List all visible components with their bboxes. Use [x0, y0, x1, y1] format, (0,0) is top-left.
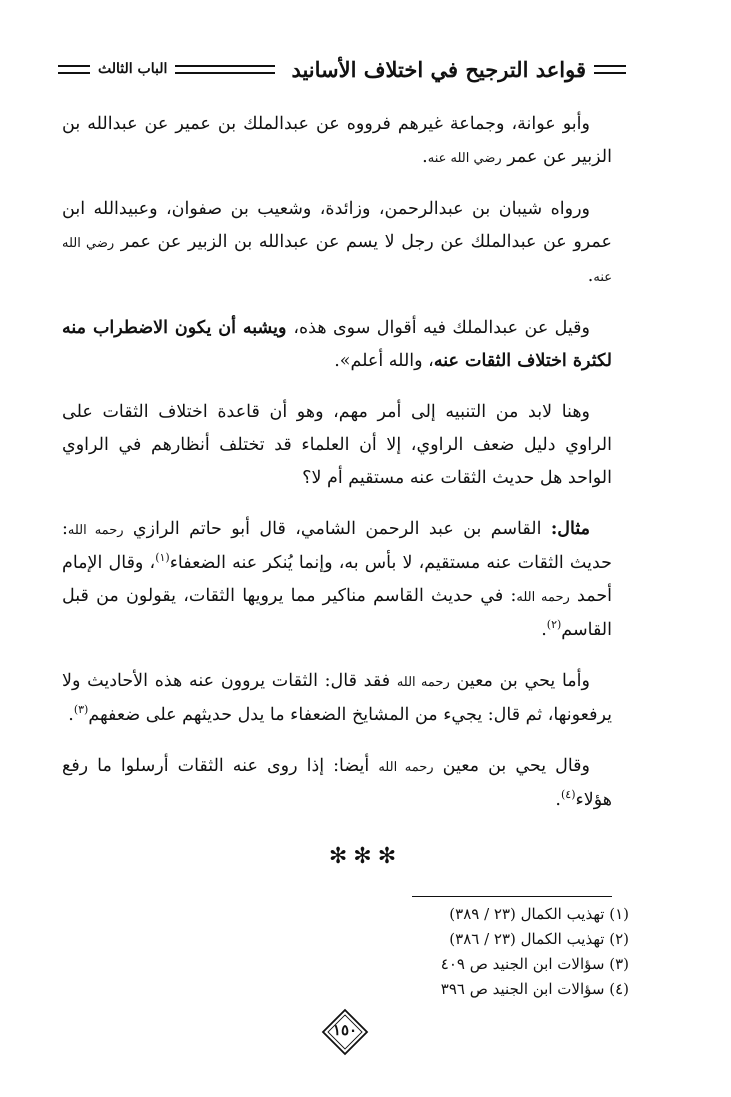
main-text [62, 108, 612, 835]
header-ornament-left [58, 65, 90, 74]
paragraph-7: وقال يحي بن معين رحمه الله أيضا: إذا روى عنه الثقات أرسلوا ما رفع هؤلاء$^{(٤)}$. [62, 756, 612, 810]
footnote-2: (٢) تهذيب الكمال (٢٣ / ٣٨٦) [449, 930, 629, 948]
footnote-ref[interactable]: (٣) [73, 703, 89, 717]
footnote-ref[interactable]: (١) [155, 551, 170, 565]
honorific-icon: رحمه الله [67, 523, 124, 538]
section-separator: ✻✻✻ [328, 844, 403, 869]
footnote-3: (٣) سؤالات ابن الجنيد ص ٤٠٩ [440, 955, 629, 973]
paragraph-1: وأبو عوانة، وجماعة غيرهم فرووه عن عبدالملك بن عمير عن عبدالله بن الزبير عن عمر رضي الله عنه. [62, 114, 612, 167]
footnotes [62, 902, 629, 1002]
page-number: ١٥٠ [332, 1021, 358, 1039]
footnote-rule [412, 896, 612, 897]
honorific-icon: رحمه الله [378, 760, 434, 775]
paragraph-4: وهنا لابد من التنبيه إلى أمر مهم، وهو أن قاعدة اختلاف الثقات على الراوي دليل ضعف الراوي، إلا أن العلماء قد تختلف أنظارهم في الراوي الواحد هل حديث الثقات عنه مستقيم أم لا؟ [62, 402, 612, 488]
page-number-badge [321, 1008, 369, 1056]
honorific-icon: رحمه الله [396, 675, 450, 690]
page-header [58, 52, 626, 86]
honorific-icon: رضي الله عنه [427, 151, 502, 166]
book-title: قواعد الترجيح في اختلاف الأسانيد [291, 56, 586, 82]
honorific-icon: رضي الله عنه [62, 236, 612, 285]
footnote-4: (٤) سؤالات ابن الجنيد ص ٣٩٦ [440, 980, 629, 998]
chapter-title: الباب الثالث [98, 61, 168, 77]
paragraph-5: مثال: القاسم بن عبد الرحمن الشامي، قال أبو حاتم الرازي رحمه الله: حديث الثقات عنه مستقيم، لا بأس به، وإنما يُنكر عنه الضعفاء$^{(١)}$، وقال الإمام أحمد رحمه الله: في حديث القاسم مناكير مما يرويها الثقات، يقولون من قبل القاسم$^{(٢)}$. [62, 519, 612, 640]
footnote-ref[interactable]: (٤) [561, 788, 576, 802]
paragraph-2: ورواه شيبان بن عبدالرحمن، وزائدة، وشعيب بن صفوان، وعبيدالله ابن عمرو عن عبدالملك عن رجل لا يسم عن عبدالله بن الزبير عن عمر رضي الله عنه. [62, 199, 612, 286]
paragraph-6: وأما يحي بن معين رحمه الله فقد قال: الثقات يروون عنه هذه الأحاديث ولا يرفعونها، ثم قال: يجيء من المشايخ الضعفاء ما يدل حديثهم على ضعفهم$^{(٣)}$. [62, 671, 612, 725]
footnote-1: (١) تهذيب الكمال (٢٣ / ٣٨٩) [449, 905, 629, 923]
paragraph-3: وقيل عن عبدالملك فيه أقوال سوى هذه، ويشبه أن يكون الاضطراب منه لكثرة اختلاف الثقات عنه، والله أعلم». [62, 318, 612, 371]
header-ornament-right [594, 65, 626, 74]
header-rule [175, 65, 275, 74]
footnote-ref[interactable]: (٢) [546, 618, 562, 632]
honorific-icon: رحمه الله [516, 590, 570, 605]
